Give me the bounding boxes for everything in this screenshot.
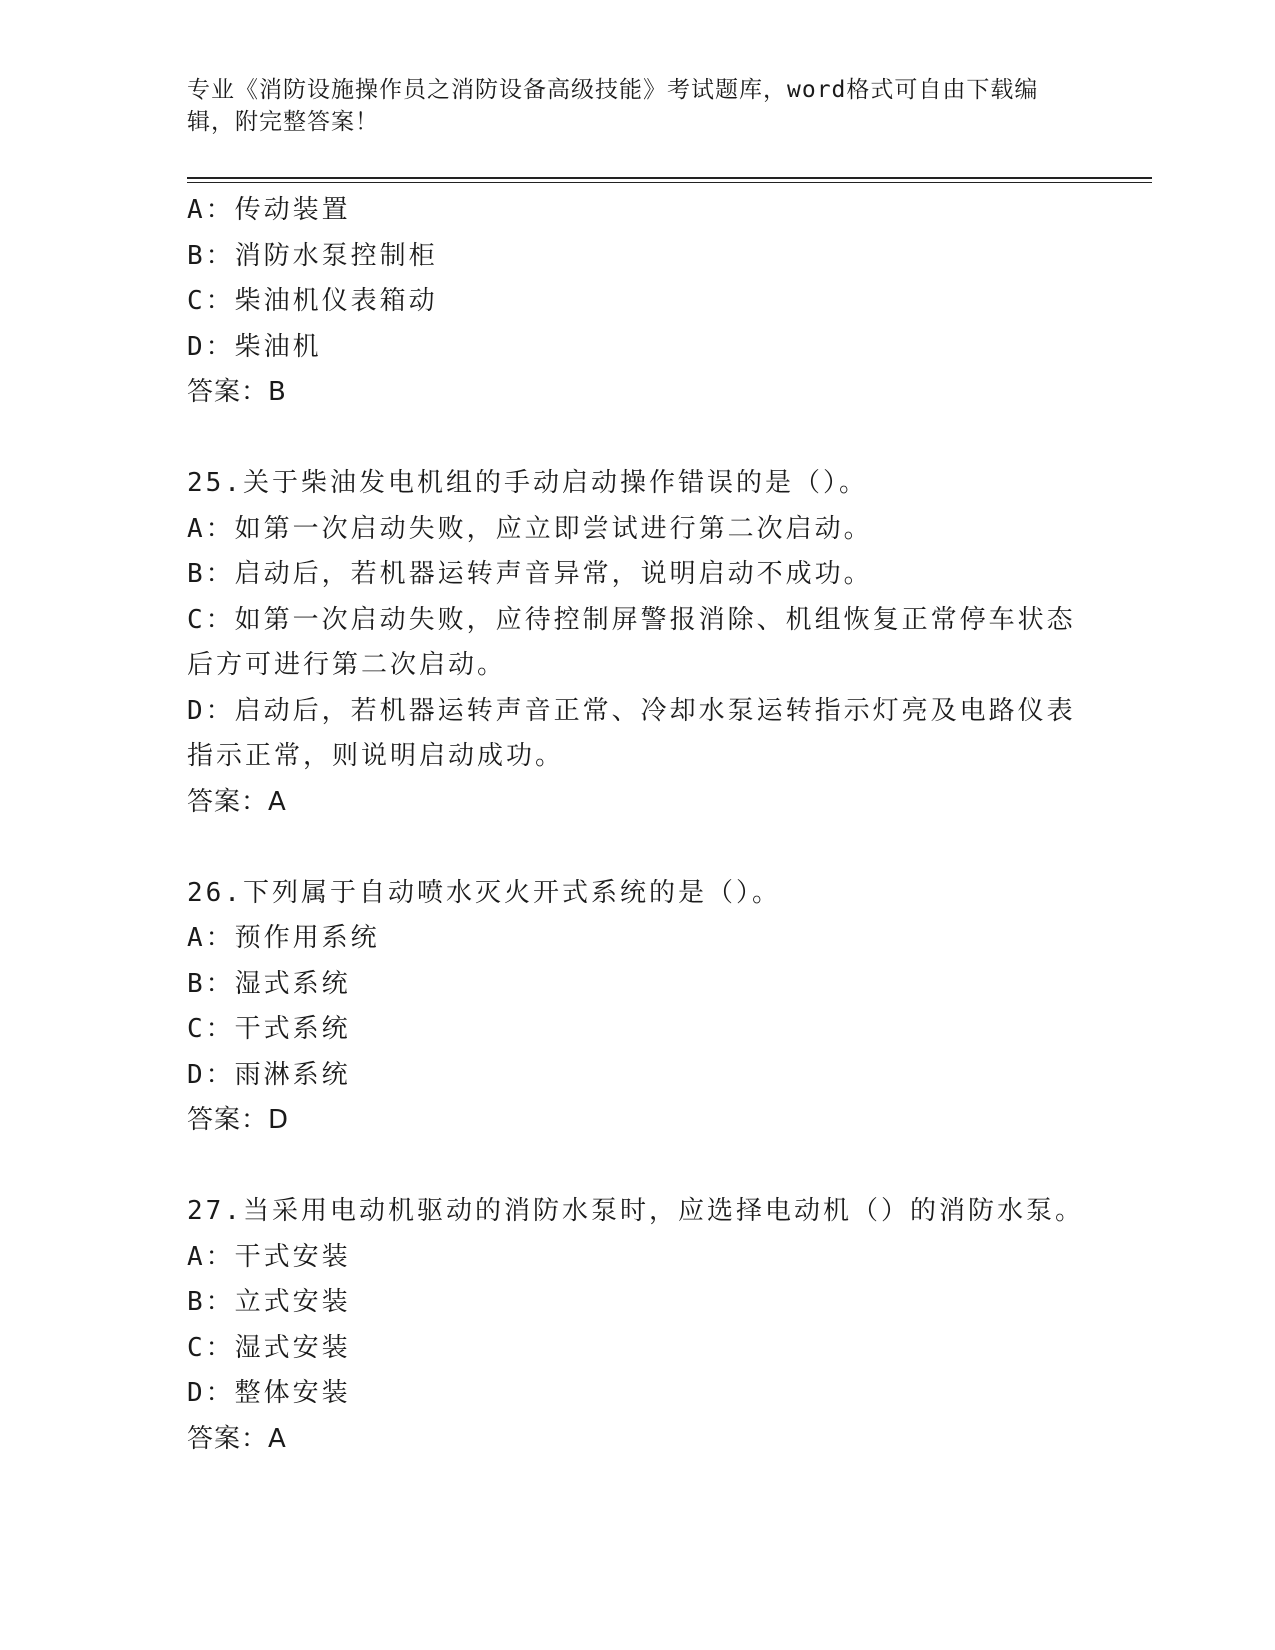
option-a: A：如第一次启动失败，应立即尝试进行第二次启动。 <box>187 513 873 544</box>
option-c: C：湿式安装 <box>187 1332 351 1363</box>
question-stem: 25.关于柴油发电机组的手动启动操作错误的是（）。 <box>187 468 868 498</box>
option-d: D：柴油机 <box>187 331 322 362</box>
question-24-tail <box>187 188 1092 416</box>
option-b: B：立式安装 <box>187 1287 351 1317</box>
question-25 <box>187 461 1092 825</box>
option-a: A：干式安装 <box>187 1241 351 1272</box>
question-stem: 27.当采用电动机驱动的消防水泵时，应选择电动机（）的消防水泵。 <box>187 1196 1084 1226</box>
header-divider-thin <box>187 182 1152 183</box>
header-line-1: 专业《消防设施操作员之消防设备高级技能》考试题库，word格式可自由下载编 <box>187 77 1039 103</box>
document-header <box>187 74 1067 138</box>
answer: 答案：B <box>187 377 287 407</box>
option-d: D：整体安装 <box>187 1378 351 1408</box>
option-b: B：启动后，若机器运转声音异常，说明启动不成功。 <box>187 559 873 589</box>
question-list <box>187 188 1092 1462</box>
option-b: B：消防水泵控制柜 <box>187 240 438 271</box>
option-b: B：湿式系统 <box>187 968 351 999</box>
option-a: A：预作用系统 <box>187 923 380 953</box>
header-line-2: 辑，附完整答案！ <box>187 109 379 135</box>
answer: 答案：A <box>187 786 287 817</box>
answer: 答案：D <box>187 1105 290 1135</box>
question-27 <box>187 1189 1092 1462</box>
option-c: C：柴油机仪表箱动 <box>187 286 438 316</box>
header-divider-thick <box>187 177 1152 179</box>
option-d: D：启动后，若机器运转声音正常、冷却水泵运转指示灯亮及电路仪表指示正常，则说明启动成功。 <box>187 695 1076 771</box>
option-c: C：如第一次启动失败，应待控制屏警报消除、机组恢复正常停车状态后方可进行第二次启动。 <box>187 604 1076 680</box>
answer: 答案：A <box>187 1423 287 1454</box>
option-a: A：传动装置 <box>187 195 351 225</box>
option-d: D：雨淋系统 <box>187 1059 351 1090</box>
question-stem: 26.下列属于自动喷水灭火开式系统的是（）。 <box>187 877 781 908</box>
question-26 <box>187 871 1092 1144</box>
option-c: C：干式系统 <box>187 1014 351 1044</box>
